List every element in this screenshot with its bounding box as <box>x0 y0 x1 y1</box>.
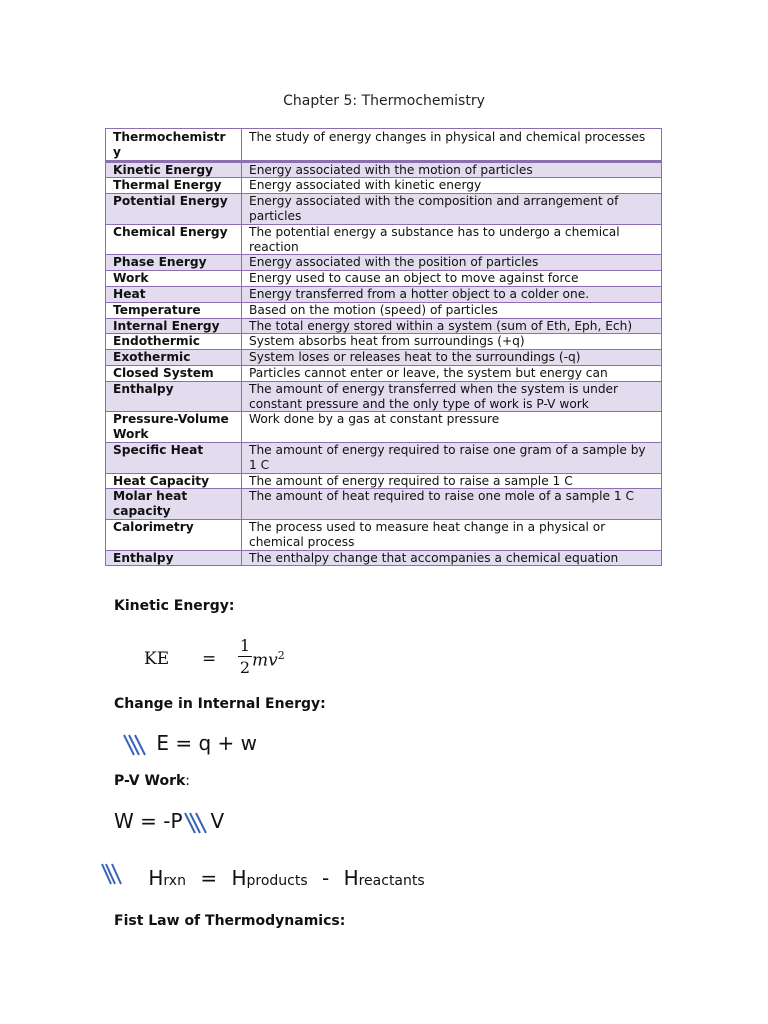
internal-energy-formula <box>122 731 257 757</box>
pv-work-label: P-V Work <box>114 773 186 789</box>
pv-work-formula <box>114 809 224 835</box>
term-cell: Specific Heat <box>106 442 242 473</box>
definition-cell: The amount of energy required to raise a sample 1 C <box>242 473 662 489</box>
table-row <box>106 365 662 381</box>
table-row <box>106 334 662 350</box>
h-symbol: H <box>343 866 359 890</box>
table-row <box>106 318 662 334</box>
delta-triangle-icon <box>122 733 150 757</box>
pv-formula-right: V <box>210 809 225 833</box>
definition-cell: Energy associated with the composition and arrangement of particles <box>242 194 662 225</box>
term-cell: Molar heat capacity <box>106 489 242 520</box>
table-row <box>106 129 662 162</box>
delta-triangle-icon <box>183 811 211 835</box>
definition-cell: The process used to measure heat change in a physical or chemical process <box>242 519 662 550</box>
pv-work-colon: : <box>185 773 191 789</box>
ke-fraction <box>238 636 252 677</box>
table-row <box>106 473 662 489</box>
definition-cell: The amount of heat required to raise one mole of a sample 1 C <box>242 489 662 520</box>
table-row <box>106 381 662 412</box>
term-cell: Endothermic <box>106 334 242 350</box>
fraction-bar <box>238 656 252 657</box>
definition-cell: The enthalpy change that accompanies a chemical equation <box>242 550 662 566</box>
term-cell: Exothermic <box>106 350 242 366</box>
term-cell: Internal Energy <box>106 318 242 334</box>
definition-cell: The total energy stored within a system (sum of Eth, Eph, Ech) <box>242 318 662 334</box>
definition-cell: System loses or releases heat to the surroundings (-q) <box>242 350 662 366</box>
definition-cell: Work done by a gas at constant pressure <box>242 412 662 443</box>
definition-cell: The amount of energy transferred when the system is under constant pressure and the only type of work is P-V work <box>242 381 662 412</box>
definition-cell: Energy transferred from a hotter object to a colder one. <box>242 286 662 302</box>
products-label: products <box>246 873 308 889</box>
enthalpy-formula <box>100 866 425 890</box>
term-cell: Phase Energy <box>106 255 242 271</box>
ke-mv: mv <box>252 650 278 671</box>
definition-cell: The study of energy changes in physical and chemical processes <box>242 129 662 162</box>
definition-cell: Based on the motion (speed) of particles <box>242 302 662 318</box>
h-reactants <box>344 866 425 890</box>
table-row <box>106 194 662 225</box>
first-law-heading: Fist Law of Thermodynamics: <box>114 913 346 929</box>
table-row <box>106 224 662 255</box>
reactants-label: reactants <box>358 873 425 889</box>
definition-cell: Particles cannot enter or leave, the system but energy can <box>242 365 662 381</box>
ke-equals: = <box>202 649 217 669</box>
vocabulary-table <box>105 128 662 566</box>
table-row <box>106 255 662 271</box>
pv-formula-left: W = -P <box>114 809 183 833</box>
rxn-label: rxn <box>163 873 186 889</box>
definition-cell: The potential energy a substance has to undergo a chemical reaction <box>242 224 662 255</box>
term-cell: Kinetic Energy <box>106 161 242 178</box>
ke-numerator: 1 <box>239 636 251 655</box>
term-cell: Chemical Energy <box>106 224 242 255</box>
equals-sign: = <box>200 866 218 890</box>
kinetic-energy-heading: Kinetic Energy: <box>114 598 235 614</box>
h-symbol: H <box>231 866 247 890</box>
ke-lhs: KE <box>144 649 170 669</box>
table-row <box>106 178 662 194</box>
table-row <box>106 286 662 302</box>
term-cell: Potential Energy <box>106 194 242 225</box>
table-row <box>106 519 662 550</box>
page-title: Chapter 5: Thermochemistry <box>283 93 485 109</box>
table-row <box>106 412 662 443</box>
h-rxn <box>148 866 186 890</box>
definition-cell: Energy associated with the motion of particles <box>242 161 662 178</box>
minus-sign: - <box>321 866 330 890</box>
definition-cell: Energy associated with the position of particles <box>242 255 662 271</box>
term-cell: Work <box>106 271 242 287</box>
table-row <box>106 442 662 473</box>
delta-triangle-icon <box>100 862 128 888</box>
term-cell: Thermal Energy <box>106 178 242 194</box>
ke-exponent: 2 <box>277 649 285 662</box>
term-cell: Pressure-Volume Work <box>106 412 242 443</box>
term-cell: Heat <box>106 286 242 302</box>
table-row <box>106 302 662 318</box>
term-cell: Enthalpy <box>106 550 242 566</box>
ke-term <box>252 649 285 671</box>
internal-energy-heading: Change in Internal Energy: <box>114 696 326 712</box>
definition-cell: The amount of energy required to raise one gram of a sample by 1 C <box>242 442 662 473</box>
table-row <box>106 350 662 366</box>
table-row <box>106 161 662 178</box>
term-cell: Thermochemistr y <box>106 129 242 162</box>
term-cell: Enthalpy <box>106 381 242 412</box>
ke-denominator: 2 <box>239 658 251 677</box>
h-products <box>231 866 307 890</box>
definition-cell: System absorbs heat from surroundings (+q) <box>242 334 662 350</box>
term-cell: Closed System <box>106 365 242 381</box>
term-cell: Temperature <box>106 302 242 318</box>
table-row <box>106 489 662 520</box>
term-cell: Heat Capacity <box>106 473 242 489</box>
definition-cell: Energy associated with kinetic energy <box>242 178 662 194</box>
definition-cell: Energy used to cause an object to move against force <box>242 271 662 287</box>
term-cell: Calorimetry <box>106 519 242 550</box>
table-row <box>106 550 662 566</box>
h-symbol: H <box>148 866 164 890</box>
internal-energy-expression: E = q + w <box>156 731 257 755</box>
pv-work-heading <box>114 773 190 789</box>
table-row <box>106 271 662 287</box>
